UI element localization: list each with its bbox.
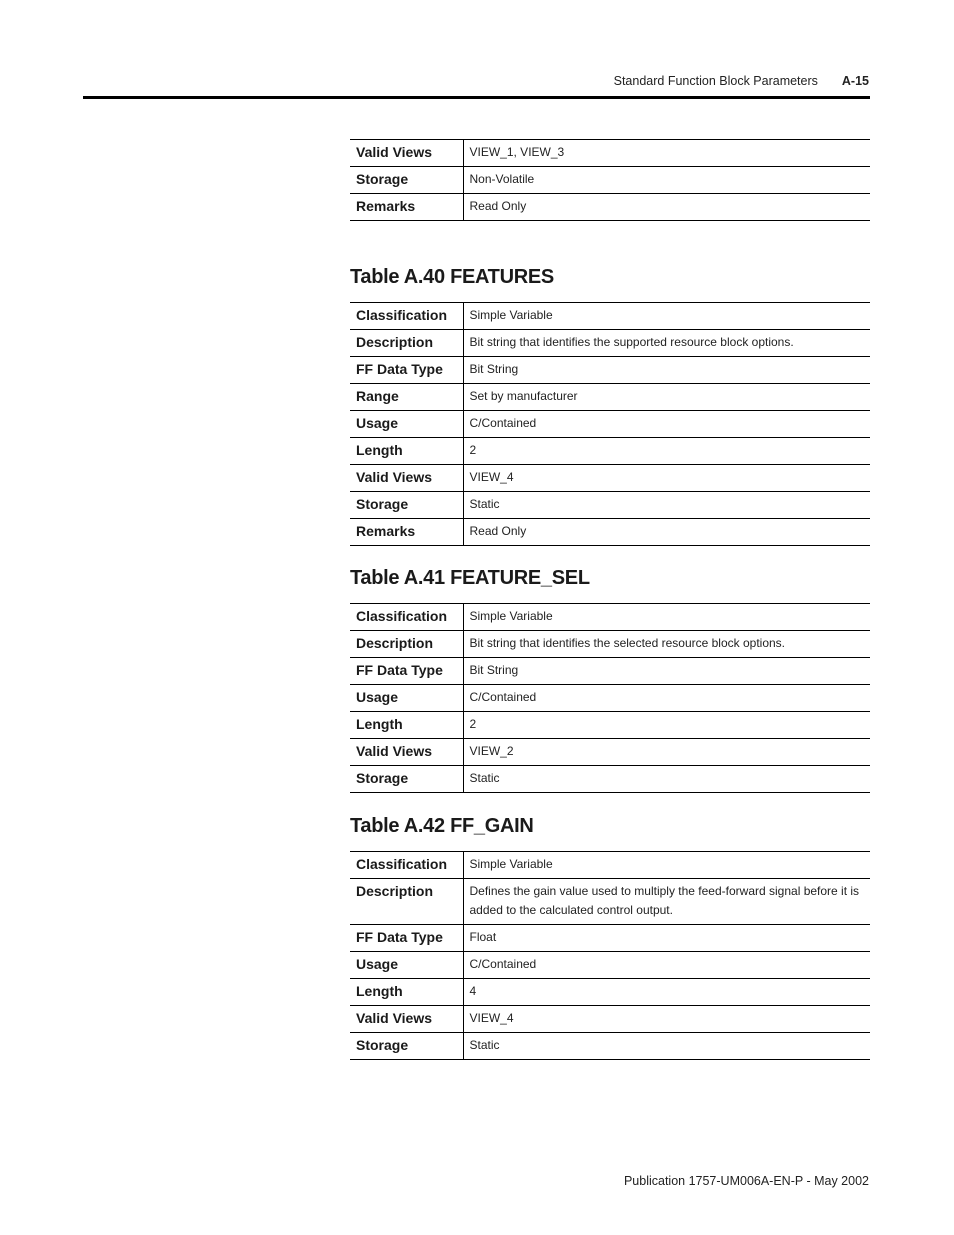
table-row xyxy=(350,384,870,411)
table-row xyxy=(350,766,870,793)
row-value: Simple Variable xyxy=(463,604,870,631)
row-value: 4 xyxy=(463,979,870,1006)
table-row xyxy=(350,140,870,167)
table-row xyxy=(350,303,870,330)
table-row xyxy=(350,925,870,952)
row-value: Bit string that identifies the selected resource block options. xyxy=(463,631,870,658)
row-value: Non-Volatile xyxy=(463,167,870,194)
row-key: Remarks xyxy=(350,519,463,546)
row-value: Set by manufacturer xyxy=(463,384,870,411)
table-a42-title: Table A.42 FF_GAIN xyxy=(350,815,534,837)
row-key: Classification xyxy=(350,303,463,330)
header-page-number: A-15 xyxy=(841,74,869,88)
table-row xyxy=(350,1006,870,1033)
table-a40-block xyxy=(350,302,870,546)
table-row xyxy=(350,852,870,879)
row-value: Defines the gain value used to multiply the feed-forward signal before it is added to the calculated control output. xyxy=(463,879,870,925)
table-a40-title: Table A.40 FEATURES xyxy=(350,266,554,288)
row-value: Simple Variable xyxy=(463,852,870,879)
row-key: Range xyxy=(350,384,463,411)
row-key: Valid Views xyxy=(350,739,463,766)
table-row xyxy=(350,979,870,1006)
header-section-title: Standard Function Block Parameters xyxy=(613,74,818,88)
table-row xyxy=(350,465,870,492)
table-row xyxy=(350,1033,870,1060)
row-value: 2 xyxy=(463,712,870,739)
row-value: Bit string that identifies the supported resource block options. xyxy=(463,330,870,357)
table-row xyxy=(350,519,870,546)
table-row xyxy=(350,631,870,658)
table-a42 xyxy=(350,851,870,1060)
table-row xyxy=(350,879,870,925)
row-key: Storage xyxy=(350,766,463,793)
row-value: VIEW_1, VIEW_3 xyxy=(463,140,870,167)
table-a40 xyxy=(350,302,870,546)
continued-table-block xyxy=(350,139,870,221)
row-value: Bit String xyxy=(463,658,870,685)
table-row xyxy=(350,604,870,631)
table-a41-title: Table A.41 FEATURE_SEL xyxy=(350,567,590,589)
table-row xyxy=(350,492,870,519)
row-value: Bit String xyxy=(463,357,870,384)
table-a41 xyxy=(350,603,870,793)
row-value: Simple Variable xyxy=(463,303,870,330)
row-key: Storage xyxy=(350,1033,463,1060)
row-key: Valid Views xyxy=(350,140,463,167)
row-key: Length xyxy=(350,438,463,465)
footer-publication: Publication 1757-UM006A-EN-P - May 2002 xyxy=(623,1174,869,1188)
row-key: Classification xyxy=(350,604,463,631)
row-value: VIEW_2 xyxy=(463,739,870,766)
table-row xyxy=(350,167,870,194)
row-value: Read Only xyxy=(463,519,870,546)
header-rule xyxy=(83,96,870,99)
table-a41-block xyxy=(350,603,870,793)
row-value: VIEW_4 xyxy=(463,465,870,492)
row-key: Storage xyxy=(350,492,463,519)
row-value: 2 xyxy=(463,438,870,465)
page-header xyxy=(614,74,869,88)
row-key: FF Data Type xyxy=(350,925,463,952)
row-key: Classification xyxy=(350,852,463,879)
row-key: Usage xyxy=(350,411,463,438)
row-key: Description xyxy=(350,631,463,658)
row-value: Static xyxy=(463,492,870,519)
row-value: Static xyxy=(463,766,870,793)
row-key: Length xyxy=(350,979,463,1006)
row-key: Description xyxy=(350,330,463,357)
row-value: C/Contained xyxy=(463,411,870,438)
row-value: Read Only xyxy=(463,194,870,221)
table-row xyxy=(350,685,870,712)
continued-table xyxy=(350,139,870,221)
row-key: FF Data Type xyxy=(350,357,463,384)
table-row xyxy=(350,438,870,465)
row-key: Description xyxy=(350,879,463,925)
row-value: C/Contained xyxy=(463,952,870,979)
row-value: C/Contained xyxy=(463,685,870,712)
row-key: Usage xyxy=(350,685,463,712)
row-key: Storage xyxy=(350,167,463,194)
table-row xyxy=(350,739,870,766)
table-row xyxy=(350,411,870,438)
table-row xyxy=(350,194,870,221)
row-key: Valid Views xyxy=(350,465,463,492)
row-value: Float xyxy=(463,925,870,952)
table-row xyxy=(350,952,870,979)
row-key: Remarks xyxy=(350,194,463,221)
row-value: VIEW_4 xyxy=(463,1006,870,1033)
row-key: Usage xyxy=(350,952,463,979)
table-row xyxy=(350,658,870,685)
table-row xyxy=(350,330,870,357)
table-row xyxy=(350,712,870,739)
row-key: FF Data Type xyxy=(350,658,463,685)
row-value: Static xyxy=(463,1033,870,1060)
row-key: Valid Views xyxy=(350,1006,463,1033)
table-row xyxy=(350,357,870,384)
table-a42-block xyxy=(350,851,870,1060)
row-key: Length xyxy=(350,712,463,739)
